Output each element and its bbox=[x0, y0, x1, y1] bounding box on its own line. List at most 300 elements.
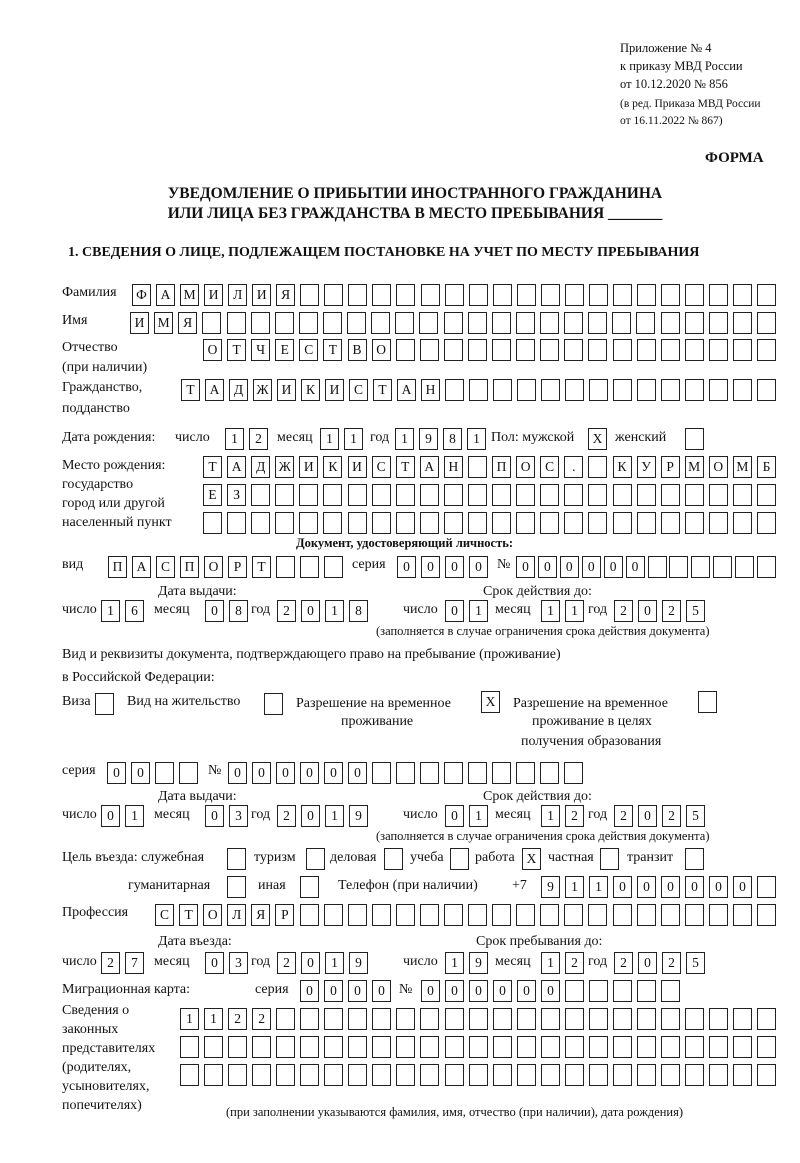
mc-number-cell[interactable] bbox=[661, 980, 680, 1002]
mc-number-cell[interactable]: 0 bbox=[421, 980, 440, 1002]
birth-day-cell[interactable]: 1 bbox=[225, 428, 244, 450]
doc-valid-day-cell[interactable]: 1 bbox=[469, 600, 488, 622]
legal-reps-2-cell[interactable] bbox=[733, 1036, 752, 1058]
patronymic-cell[interactable] bbox=[661, 339, 680, 361]
profession-cell[interactable] bbox=[685, 904, 704, 926]
legal-reps-3-cell[interactable] bbox=[685, 1064, 704, 1086]
birth-month-cell[interactable]: 1 bbox=[320, 428, 339, 450]
legal-reps-3-cell[interactable] bbox=[228, 1064, 247, 1086]
legal-reps-1-cell[interactable] bbox=[517, 1008, 536, 1030]
birth-place-3-cell[interactable] bbox=[299, 512, 318, 534]
stay-day-cell[interactable]: 9 bbox=[469, 952, 488, 974]
legal-reps-3-cell[interactable] bbox=[348, 1064, 367, 1086]
entry-year-cell[interactable]: 0 bbox=[301, 952, 320, 974]
mc-number-cell[interactable]: 0 bbox=[517, 980, 536, 1002]
right-number-cell[interactable] bbox=[396, 762, 415, 784]
purpose-work-checkbox[interactable]: X bbox=[522, 848, 541, 870]
legal-reps-2-cell[interactable] bbox=[709, 1036, 728, 1058]
patronymic-cell[interactable] bbox=[516, 339, 535, 361]
doc-issue-year-cell[interactable]: 0 bbox=[301, 600, 320, 622]
mc-number-cell[interactable] bbox=[637, 980, 656, 1002]
profession-cell[interactable]: О bbox=[203, 904, 222, 926]
profession-cell[interactable] bbox=[492, 904, 511, 926]
right-valid-day-cell[interactable]: 1 bbox=[469, 805, 488, 827]
legal-reps-3-cell[interactable] bbox=[541, 1064, 560, 1086]
name-cell[interactable]: И bbox=[130, 312, 149, 334]
legal-reps-1-cell[interactable] bbox=[324, 1008, 343, 1030]
right-issue-day-cell[interactable]: 1 bbox=[125, 805, 144, 827]
birth-place-3-cell[interactable] bbox=[588, 512, 607, 534]
legal-reps-2-cell[interactable] bbox=[228, 1036, 247, 1058]
surname-cell[interactable] bbox=[637, 284, 656, 306]
patronymic-cell[interactable] bbox=[757, 339, 776, 361]
birth-place-2-cell[interactable] bbox=[420, 484, 439, 506]
citizenship-cell[interactable] bbox=[589, 379, 608, 401]
purpose-official-checkbox[interactable] bbox=[227, 848, 246, 870]
doc-number-cell[interactable] bbox=[669, 556, 688, 578]
name-cell[interactable] bbox=[516, 312, 535, 334]
profession-cell[interactable] bbox=[540, 904, 559, 926]
doc-series-cell[interactable]: 0 bbox=[421, 556, 440, 578]
right-issue-day-cell[interactable]: 0 bbox=[101, 805, 120, 827]
stay-year-cell[interactable]: 2 bbox=[614, 952, 633, 974]
stay-year-cell[interactable]: 5 bbox=[686, 952, 705, 974]
birth-year-cell[interactable]: 9 bbox=[419, 428, 438, 450]
legal-reps-3-cell[interactable] bbox=[300, 1064, 319, 1086]
right-series-cell[interactable]: 0 bbox=[107, 762, 126, 784]
right-number-cell[interactable]: 0 bbox=[252, 762, 271, 784]
surname-cell[interactable] bbox=[396, 284, 415, 306]
profession-cell[interactable] bbox=[300, 904, 319, 926]
birth-place-2-cell[interactable] bbox=[637, 484, 656, 506]
doc-kind-cell[interactable]: А bbox=[132, 556, 151, 578]
birth-place-1-cell[interactable]: А bbox=[227, 456, 246, 478]
legal-reps-2-cell[interactable] bbox=[685, 1036, 704, 1058]
birth-place-1-cell[interactable]: Б bbox=[757, 456, 776, 478]
phone-cell[interactable] bbox=[757, 876, 776, 898]
legal-reps-2-cell[interactable] bbox=[252, 1036, 271, 1058]
birth-place-2-cell[interactable] bbox=[396, 484, 415, 506]
purpose-business-checkbox[interactable] bbox=[384, 848, 403, 870]
birth-place-1-cell[interactable]: . bbox=[564, 456, 583, 478]
profession-cell[interactable] bbox=[757, 904, 776, 926]
birth-place-3-cell[interactable] bbox=[661, 512, 680, 534]
profession-cell[interactable] bbox=[372, 904, 391, 926]
surname-cell[interactable] bbox=[589, 284, 608, 306]
profession-cell[interactable]: Я bbox=[251, 904, 270, 926]
birth-year-cell[interactable]: 1 bbox=[467, 428, 486, 450]
legal-reps-3-cell[interactable] bbox=[613, 1064, 632, 1086]
name-cell[interactable] bbox=[588, 312, 607, 334]
entry-day-cell[interactable]: 2 bbox=[101, 952, 120, 974]
name-cell[interactable] bbox=[685, 312, 704, 334]
surname-cell[interactable] bbox=[493, 284, 512, 306]
legal-reps-1-cell[interactable] bbox=[372, 1008, 391, 1030]
legal-reps-2-cell[interactable] bbox=[348, 1036, 367, 1058]
birth-place-3-cell[interactable] bbox=[492, 512, 511, 534]
name-cell[interactable] bbox=[709, 312, 728, 334]
birth-place-1-cell[interactable]: О bbox=[709, 456, 728, 478]
legal-reps-3-cell[interactable] bbox=[252, 1064, 271, 1086]
right-issue-month-cell[interactable]: 0 bbox=[205, 805, 224, 827]
patronymic-cell[interactable] bbox=[685, 339, 704, 361]
purpose-other-checkbox[interactable] bbox=[300, 876, 319, 898]
profession-cell[interactable] bbox=[661, 904, 680, 926]
surname-cell[interactable] bbox=[517, 284, 536, 306]
doc-valid-year-cell[interactable]: 5 bbox=[686, 600, 705, 622]
profession-cell[interactable]: Л bbox=[227, 904, 246, 926]
doc-number-cell[interactable] bbox=[735, 556, 754, 578]
legal-reps-1-cell[interactable] bbox=[493, 1008, 512, 1030]
right-valid-year-cell[interactable]: 2 bbox=[662, 805, 681, 827]
doc-kind-cell[interactable]: П bbox=[180, 556, 199, 578]
doc-valid-year-cell[interactable]: 0 bbox=[638, 600, 657, 622]
legal-reps-2-cell[interactable] bbox=[757, 1036, 776, 1058]
doc-kind-cell[interactable] bbox=[276, 556, 295, 578]
surname-cell[interactable] bbox=[661, 284, 680, 306]
patronymic-cell[interactable]: Т bbox=[323, 339, 342, 361]
surname-cell[interactable] bbox=[300, 284, 319, 306]
citizenship-cell[interactable] bbox=[541, 379, 560, 401]
right-issue-year-cell[interactable]: 0 bbox=[301, 805, 320, 827]
right-number-cell[interactable]: 0 bbox=[348, 762, 367, 784]
doc-number-cell[interactable] bbox=[757, 556, 776, 578]
birth-place-1-cell[interactable]: Д bbox=[251, 456, 270, 478]
surname-cell[interactable] bbox=[709, 284, 728, 306]
citizenship-cell[interactable]: А bbox=[205, 379, 224, 401]
citizenship-cell[interactable] bbox=[493, 379, 512, 401]
name-cell[interactable] bbox=[202, 312, 221, 334]
citizenship-cell[interactable]: Ж bbox=[253, 379, 272, 401]
legal-reps-3-cell[interactable] bbox=[757, 1064, 776, 1086]
name-cell[interactable] bbox=[612, 312, 631, 334]
birth-day-cell[interactable]: 2 bbox=[249, 428, 268, 450]
citizenship-cell[interactable] bbox=[757, 379, 776, 401]
purpose-humanitarian-checkbox[interactable] bbox=[227, 876, 246, 898]
legal-reps-3-cell[interactable] bbox=[324, 1064, 343, 1086]
citizenship-cell[interactable]: К bbox=[301, 379, 320, 401]
surname-cell[interactable] bbox=[445, 284, 464, 306]
birth-place-1-cell[interactable]: С bbox=[540, 456, 559, 478]
trpe-checkbox[interactable] bbox=[698, 691, 717, 713]
surname-cell[interactable]: А bbox=[156, 284, 175, 306]
profession-cell[interactable] bbox=[613, 904, 632, 926]
birth-place-2-cell[interactable] bbox=[757, 484, 776, 506]
doc-issue-year-cell[interactable]: 2 bbox=[277, 600, 296, 622]
patronymic-cell[interactable] bbox=[733, 339, 752, 361]
profession-cell[interactable] bbox=[396, 904, 415, 926]
right-number-cell[interactable] bbox=[516, 762, 535, 784]
right-series-cell[interactable] bbox=[179, 762, 198, 784]
legal-reps-2-cell[interactable] bbox=[565, 1036, 584, 1058]
legal-reps-2-cell[interactable] bbox=[372, 1036, 391, 1058]
profession-cell[interactable] bbox=[324, 904, 343, 926]
legal-reps-2-cell[interactable] bbox=[445, 1036, 464, 1058]
birth-place-3-cell[interactable] bbox=[637, 512, 656, 534]
legal-reps-3-cell[interactable] bbox=[445, 1064, 464, 1086]
doc-kind-cell[interactable] bbox=[300, 556, 319, 578]
birth-place-2-cell[interactable] bbox=[492, 484, 511, 506]
birth-place-3-cell[interactable] bbox=[251, 512, 270, 534]
surname-cell[interactable] bbox=[613, 284, 632, 306]
citizenship-cell[interactable] bbox=[733, 379, 752, 401]
legal-reps-2-cell[interactable] bbox=[637, 1036, 656, 1058]
right-valid-month-cell[interactable]: 2 bbox=[565, 805, 584, 827]
right-number-cell[interactable]: 0 bbox=[276, 762, 295, 784]
patronymic-cell[interactable] bbox=[540, 339, 559, 361]
phone-cell[interactable]: 9 bbox=[541, 876, 560, 898]
citizenship-cell[interactable]: Т bbox=[373, 379, 392, 401]
birth-place-3-cell[interactable] bbox=[468, 512, 487, 534]
citizenship-cell[interactable] bbox=[565, 379, 584, 401]
birth-place-2-cell[interactable] bbox=[444, 484, 463, 506]
name-cell[interactable] bbox=[227, 312, 246, 334]
legal-reps-3-cell[interactable] bbox=[180, 1064, 199, 1086]
birth-place-2-cell[interactable] bbox=[275, 484, 294, 506]
birth-place-3-cell[interactable] bbox=[420, 512, 439, 534]
legal-reps-1-cell[interactable] bbox=[637, 1008, 656, 1030]
name-cell[interactable] bbox=[492, 312, 511, 334]
legal-reps-1-cell[interactable] bbox=[733, 1008, 752, 1030]
legal-reps-1-cell[interactable]: 1 bbox=[180, 1008, 199, 1030]
profession-cell[interactable]: С bbox=[155, 904, 174, 926]
citizenship-cell[interactable]: И bbox=[325, 379, 344, 401]
purpose-private-checkbox[interactable] bbox=[600, 848, 619, 870]
legal-reps-1-cell[interactable]: 2 bbox=[228, 1008, 247, 1030]
birth-place-3-cell[interactable] bbox=[372, 512, 391, 534]
phone-cell[interactable]: 1 bbox=[589, 876, 608, 898]
mc-number-cell[interactable] bbox=[589, 980, 608, 1002]
legal-reps-1-cell[interactable] bbox=[445, 1008, 464, 1030]
birth-place-1-cell[interactable]: М bbox=[733, 456, 752, 478]
purpose-transit-checkbox[interactable] bbox=[685, 848, 704, 870]
birth-month-cell[interactable]: 1 bbox=[344, 428, 363, 450]
birth-place-3-cell[interactable] bbox=[275, 512, 294, 534]
birth-place-3-cell[interactable] bbox=[203, 512, 222, 534]
legal-reps-3-cell[interactable] bbox=[637, 1064, 656, 1086]
entry-month-cell[interactable]: 3 bbox=[229, 952, 248, 974]
surname-cell[interactable]: М bbox=[180, 284, 199, 306]
legal-reps-1-cell[interactable] bbox=[469, 1008, 488, 1030]
legal-reps-3-cell[interactable] bbox=[396, 1064, 415, 1086]
surname-cell[interactable]: И bbox=[252, 284, 271, 306]
mc-series-cell[interactable]: 0 bbox=[324, 980, 343, 1002]
name-cell[interactable] bbox=[636, 312, 655, 334]
stay-day-cell[interactable]: 1 bbox=[445, 952, 464, 974]
birth-place-2-cell[interactable] bbox=[709, 484, 728, 506]
phone-cell[interactable]: 0 bbox=[733, 876, 752, 898]
doc-issue-year-cell[interactable]: 1 bbox=[325, 600, 344, 622]
name-cell[interactable] bbox=[419, 312, 438, 334]
doc-valid-month-cell[interactable]: 1 bbox=[541, 600, 560, 622]
legal-reps-1-cell[interactable] bbox=[589, 1008, 608, 1030]
birth-place-3-cell[interactable] bbox=[564, 512, 583, 534]
phone-cell[interactable]: 0 bbox=[613, 876, 632, 898]
birth-place-3-cell[interactable] bbox=[227, 512, 246, 534]
patronymic-cell[interactable] bbox=[709, 339, 728, 361]
right-number-cell[interactable]: 0 bbox=[228, 762, 247, 784]
entry-year-cell[interactable]: 2 bbox=[277, 952, 296, 974]
right-series-cell[interactable]: 0 bbox=[131, 762, 150, 784]
mc-number-cell[interactable]: 0 bbox=[469, 980, 488, 1002]
doc-number-cell[interactable]: 0 bbox=[582, 556, 601, 578]
birth-place-2-cell[interactable] bbox=[348, 484, 367, 506]
patronymic-cell[interactable] bbox=[420, 339, 439, 361]
sex-male-checkbox[interactable]: X bbox=[588, 428, 607, 450]
patronymic-cell[interactable]: С bbox=[299, 339, 318, 361]
profession-cell[interactable] bbox=[348, 904, 367, 926]
profession-cell[interactable]: Т bbox=[179, 904, 198, 926]
birth-place-3-cell[interactable] bbox=[323, 512, 342, 534]
right-number-cell[interactable]: 0 bbox=[300, 762, 319, 784]
birth-place-2-cell[interactable] bbox=[323, 484, 342, 506]
name-cell[interactable] bbox=[371, 312, 390, 334]
sex-female-checkbox[interactable] bbox=[685, 428, 704, 450]
legal-reps-1-cell[interactable] bbox=[757, 1008, 776, 1030]
doc-number-cell[interactable]: 0 bbox=[626, 556, 645, 578]
patronymic-cell[interactable]: О bbox=[372, 339, 391, 361]
name-cell[interactable] bbox=[564, 312, 583, 334]
name-cell[interactable] bbox=[347, 312, 366, 334]
legal-reps-1-cell[interactable]: 1 bbox=[204, 1008, 223, 1030]
birth-year-cell[interactable]: 1 bbox=[395, 428, 414, 450]
birth-place-1-cell[interactable]: Т bbox=[396, 456, 415, 478]
legal-reps-2-cell[interactable] bbox=[276, 1036, 295, 1058]
doc-kind-cell[interactable]: Т bbox=[252, 556, 271, 578]
birth-place-1-cell[interactable]: П bbox=[492, 456, 511, 478]
stay-month-cell[interactable]: 2 bbox=[565, 952, 584, 974]
citizenship-cell[interactable] bbox=[469, 379, 488, 401]
legal-reps-3-cell[interactable] bbox=[709, 1064, 728, 1086]
patronymic-cell[interactable] bbox=[492, 339, 511, 361]
legal-reps-3-cell[interactable] bbox=[420, 1064, 439, 1086]
doc-valid-month-cell[interactable]: 1 bbox=[565, 600, 584, 622]
profession-cell[interactable] bbox=[588, 904, 607, 926]
citizenship-cell[interactable]: А bbox=[397, 379, 416, 401]
mc-series-cell[interactable]: 0 bbox=[372, 980, 391, 1002]
mc-number-cell[interactable] bbox=[613, 980, 632, 1002]
stay-year-cell[interactable]: 2 bbox=[662, 952, 681, 974]
profession-cell[interactable] bbox=[564, 904, 583, 926]
name-cell[interactable] bbox=[468, 312, 487, 334]
birth-place-1-cell[interactable]: Т bbox=[203, 456, 222, 478]
patronymic-cell[interactable] bbox=[637, 339, 656, 361]
legal-reps-2-cell[interactable] bbox=[589, 1036, 608, 1058]
name-cell[interactable] bbox=[661, 312, 680, 334]
profession-cell[interactable] bbox=[444, 904, 463, 926]
citizenship-cell[interactable] bbox=[685, 379, 704, 401]
surname-cell[interactable] bbox=[733, 284, 752, 306]
surname-cell[interactable] bbox=[469, 284, 488, 306]
legal-reps-1-cell[interactable] bbox=[565, 1008, 584, 1030]
legal-reps-2-cell[interactable] bbox=[300, 1036, 319, 1058]
surname-cell[interactable]: Ф bbox=[132, 284, 151, 306]
legal-reps-3-cell[interactable] bbox=[204, 1064, 223, 1086]
citizenship-cell[interactable]: С bbox=[349, 379, 368, 401]
legal-reps-3-cell[interactable] bbox=[733, 1064, 752, 1086]
legal-reps-2-cell[interactable] bbox=[493, 1036, 512, 1058]
citizenship-cell[interactable] bbox=[613, 379, 632, 401]
birth-place-1-cell[interactable]: А bbox=[420, 456, 439, 478]
profession-cell[interactable] bbox=[637, 904, 656, 926]
doc-number-cell[interactable]: 0 bbox=[538, 556, 557, 578]
doc-issue-day-cell[interactable]: 1 bbox=[101, 600, 120, 622]
surname-cell[interactable]: Л bbox=[228, 284, 247, 306]
right-number-cell[interactable] bbox=[468, 762, 487, 784]
stay-month-cell[interactable]: 1 bbox=[541, 952, 560, 974]
birth-place-1-cell[interactable]: Ж bbox=[275, 456, 294, 478]
birth-place-1-cell[interactable]: О bbox=[516, 456, 535, 478]
doc-number-cell[interactable]: 0 bbox=[560, 556, 579, 578]
birth-place-2-cell[interactable] bbox=[468, 484, 487, 506]
legal-reps-1-cell[interactable] bbox=[276, 1008, 295, 1030]
doc-valid-day-cell[interactable]: 0 bbox=[445, 600, 464, 622]
legal-reps-3-cell[interactable] bbox=[276, 1064, 295, 1086]
birth-place-1-cell[interactable]: И bbox=[348, 456, 367, 478]
phone-cell[interactable]: 0 bbox=[661, 876, 680, 898]
legal-reps-1-cell[interactable] bbox=[348, 1008, 367, 1030]
birth-place-2-cell[interactable]: З bbox=[227, 484, 246, 506]
citizenship-cell[interactable] bbox=[709, 379, 728, 401]
legal-reps-1-cell[interactable]: 2 bbox=[252, 1008, 271, 1030]
legal-reps-2-cell[interactable] bbox=[204, 1036, 223, 1058]
birth-place-2-cell[interactable] bbox=[540, 484, 559, 506]
surname-cell[interactable]: Я bbox=[276, 284, 295, 306]
mc-number-cell[interactable]: 0 bbox=[445, 980, 464, 1002]
legal-reps-2-cell[interactable] bbox=[613, 1036, 632, 1058]
birth-place-2-cell[interactable] bbox=[685, 484, 704, 506]
citizenship-cell[interactable]: И bbox=[277, 379, 296, 401]
mc-number-cell[interactable] bbox=[565, 980, 584, 1002]
legal-reps-1-cell[interactable] bbox=[685, 1008, 704, 1030]
patronymic-cell[interactable]: В bbox=[348, 339, 367, 361]
birth-place-2-cell[interactable]: Е bbox=[203, 484, 222, 506]
doc-issue-month-cell[interactable]: 0 bbox=[205, 600, 224, 622]
phone-cell[interactable]: 0 bbox=[637, 876, 656, 898]
patronymic-cell[interactable]: Е bbox=[275, 339, 294, 361]
patronymic-cell[interactable] bbox=[613, 339, 632, 361]
legal-reps-3-cell[interactable] bbox=[565, 1064, 584, 1086]
surname-cell[interactable] bbox=[372, 284, 391, 306]
legal-reps-2-cell[interactable] bbox=[420, 1036, 439, 1058]
name-cell[interactable] bbox=[733, 312, 752, 334]
doc-valid-year-cell[interactable]: 2 bbox=[614, 600, 633, 622]
citizenship-cell[interactable] bbox=[637, 379, 656, 401]
birth-place-1-cell[interactable] bbox=[588, 456, 607, 478]
patronymic-cell[interactable] bbox=[588, 339, 607, 361]
birth-place-1-cell[interactable]: С bbox=[372, 456, 391, 478]
right-issue-year-cell[interactable]: 1 bbox=[325, 805, 344, 827]
birth-place-1-cell[interactable]: И bbox=[299, 456, 318, 478]
purpose-study-checkbox[interactable] bbox=[450, 848, 469, 870]
legal-reps-1-cell[interactable] bbox=[709, 1008, 728, 1030]
birth-place-3-cell[interactable] bbox=[709, 512, 728, 534]
birth-place-3-cell[interactable] bbox=[685, 512, 704, 534]
legal-reps-2-cell[interactable] bbox=[324, 1036, 343, 1058]
profession-cell[interactable] bbox=[468, 904, 487, 926]
doc-number-cell[interactable]: 0 bbox=[604, 556, 623, 578]
doc-kind-cell[interactable] bbox=[324, 556, 343, 578]
citizenship-cell[interactable] bbox=[517, 379, 536, 401]
surname-cell[interactable] bbox=[541, 284, 560, 306]
right-number-cell[interactable] bbox=[564, 762, 583, 784]
legal-reps-1-cell[interactable] bbox=[420, 1008, 439, 1030]
surname-cell[interactable] bbox=[565, 284, 584, 306]
entry-day-cell[interactable]: 7 bbox=[125, 952, 144, 974]
doc-number-cell[interactable] bbox=[648, 556, 667, 578]
name-cell[interactable] bbox=[395, 312, 414, 334]
profession-cell[interactable] bbox=[733, 904, 752, 926]
